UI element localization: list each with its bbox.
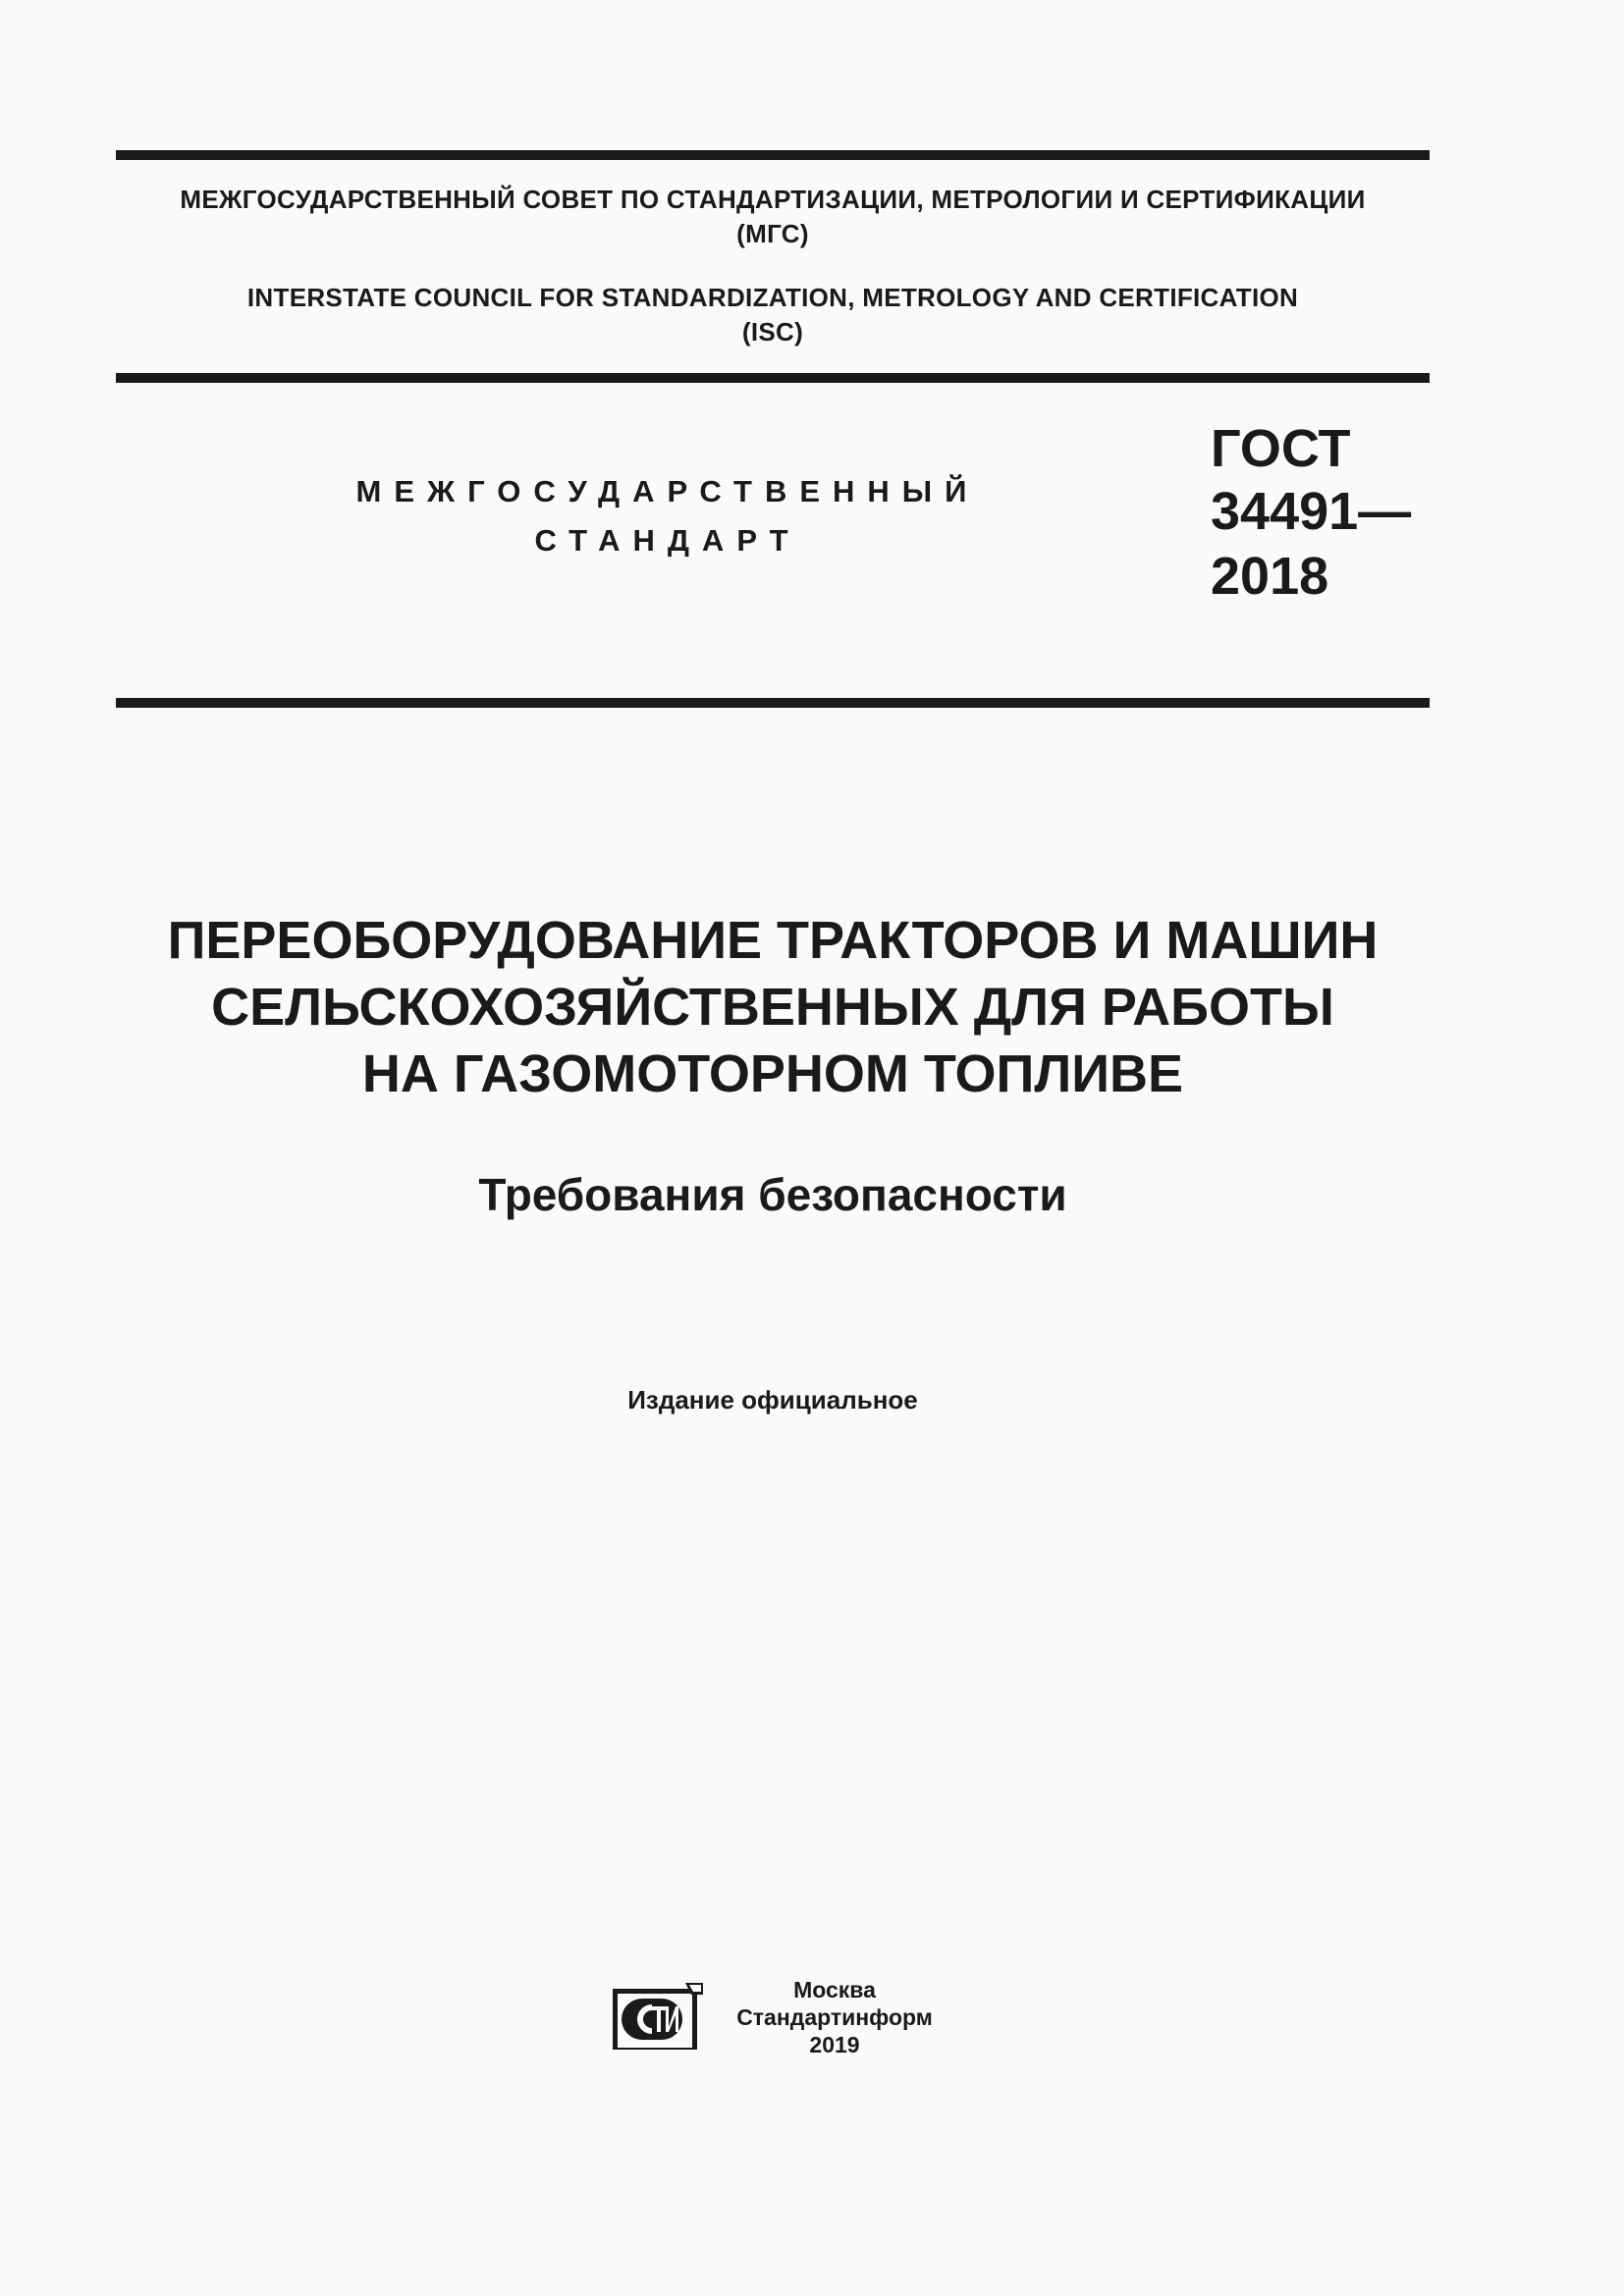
designation-number: 34491— [1211,482,1412,541]
standard-kind-line2: СТАНДАРТ [534,523,801,558]
title-line-2: СЕЛЬСКОХОЗЯЙСТВЕННЫХ ДЛЯ РАБОТЫ [211,978,1334,1037]
document-subtitle: Требования безопасности [478,1169,1067,1220]
document-title [116,907,1430,1107]
designation-gost: ГОСТ [1211,419,1351,478]
council-abbr-en: (ISC) [741,317,804,347]
council-name-ru-line: МЕЖГОСУДАРСТВЕННЫЙ СОВЕТ ПО СТАНДАРТИЗАЦИИ, МЕТРОЛОГИИ И СЕРТИФИКАЦИИ [180,185,1366,214]
edition-note: Издание официальное [627,1385,918,1415]
standard-kind-line1: МЕЖГОСУДАРСТВЕННЫЙ [355,474,980,508]
top-divider [116,150,1430,160]
standartinform-logo-icon [613,1983,703,2052]
publisher-year: 2019 [809,2032,860,2057]
council-name-en [116,281,1430,349]
middle-divider [116,373,1430,383]
publisher-city: Москва [793,1977,876,2002]
council-name-ru [116,183,1430,251]
designation-year: 2018 [1211,547,1329,606]
title-line-3: НА ГАЗОМОТОРНОМ ТОПЛИВЕ [361,1044,1184,1103]
publisher-block [717,1976,952,2058]
council-name-en-line: INTERSTATE COUNCIL FOR STANDARDIZATION, METROLOGY AND CERTIFICATION [246,283,1299,312]
title-line-1: ПЕРЕОБОРУДОВАНИЕ ТРАКТОРОВ И МАШИН [167,911,1379,970]
bottom-divider [116,698,1430,708]
council-abbr-ru: (МГС) [736,219,809,248]
publisher-name: Стандартинформ [736,2004,933,2030]
